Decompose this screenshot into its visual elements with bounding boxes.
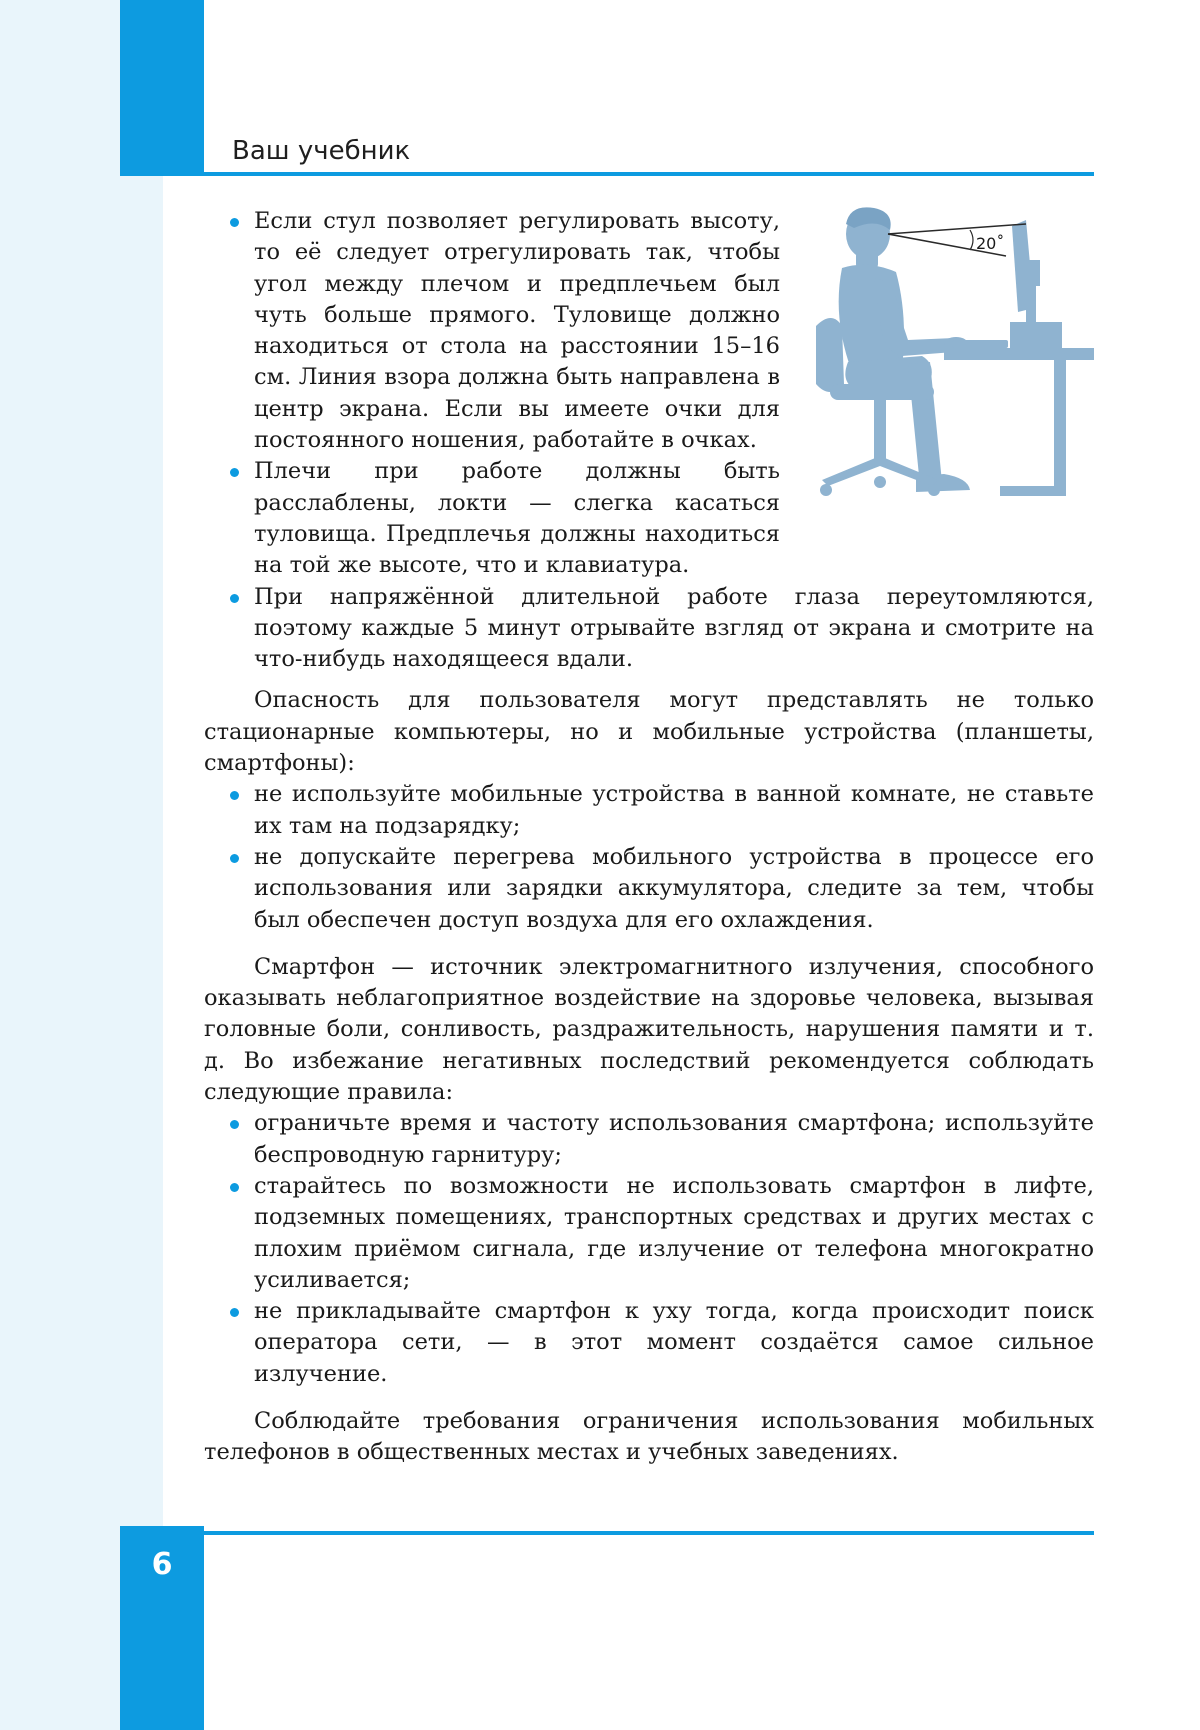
page-body	[204, 206, 1094, 1469]
header-color-strip	[120, 0, 204, 176]
list-item: Если стул позволяет регулировать высоту, то её следует отрегулировать так, чтобы угол между плечом и предплечьем был чуть больше прямого. Туловище должно находиться от стола на расстоянии 15–16 см. Линия взора должна быть направлена в центр экрана. Если вы имеете очки для постоянного ношения, работайте в очках.	[204, 206, 1094, 456]
list-item: не используйте мобильные устройства в ванной комнате, не ставьте их там на подзарядку;	[204, 779, 1094, 842]
paragraph-public-places: Соблюдайте требования ограничения использования мобильных телефонов в общественных местах и учебных заведениях.	[204, 1407, 1094, 1466]
paragraph-mobile-danger: Опасность для пользователя могут представлять не только стационарные компьютеры, но и мобильные устройства (планшеты, смартфоны):	[204, 687, 1094, 777]
running-head: Ваш учебник	[232, 136, 411, 166]
list-item: При напряжённой длительной работе глаза переутомляются, поэтому каждые 5 минут отрывайте взгляд от экрана и смотрите на что-нибудь находящееся вдали.	[204, 582, 1094, 676]
paragraph-smartphone-radiation: Смартфон — источник электромагнитного излучения, способного оказывать неблагоприятное воздействие на здоровье человека, вызывая головные боли, сонливость, раздражительность, нарушения памяти и т. д. Во избежание негативных последствий рекомендуется соблюдать следующие правила:	[204, 953, 1094, 1106]
list-item: ограничьте время и частоту использования смартфона; используйте беспроводную гарнитуру;	[204, 1108, 1094, 1171]
list-item: не допускайте перегрева мобильного устройства в процессе его использования или зарядки аккумулятора, следите за тем, чтобы был обеспечен доступ воздуха для его охлаждения.	[204, 842, 1094, 936]
viewing-angle-label: 20˚	[976, 234, 1005, 253]
smartphone-rules-list	[204, 1108, 1094, 1390]
mobile-rules-list	[204, 779, 1094, 935]
list-item: старайтесь по возможности не использовать смартфон в лифте, подземных помещениях, транспортных средствах и других местах с плохим приёмом сигнала, где излучение от телефона многократно усиливается;	[204, 1171, 1094, 1296]
page-margin-band	[0, 0, 163, 1730]
footer-rule	[204, 1531, 1094, 1535]
list-item: Плечи при работе должны быть расслаблены, локти — слегка касаться туловища. Предплечья должны находиться на той же высоте, что и клавиатура.	[204, 456, 1094, 581]
posture-rules-list	[204, 206, 1094, 675]
page-number: 6	[151, 1547, 173, 1582]
list-item: не прикладывайте смартфон к уху тогда, когда происходит поиск оператора сети, — в этот момент создаётся самое сильное излучение.	[204, 1296, 1094, 1390]
header-rule	[204, 172, 1094, 176]
